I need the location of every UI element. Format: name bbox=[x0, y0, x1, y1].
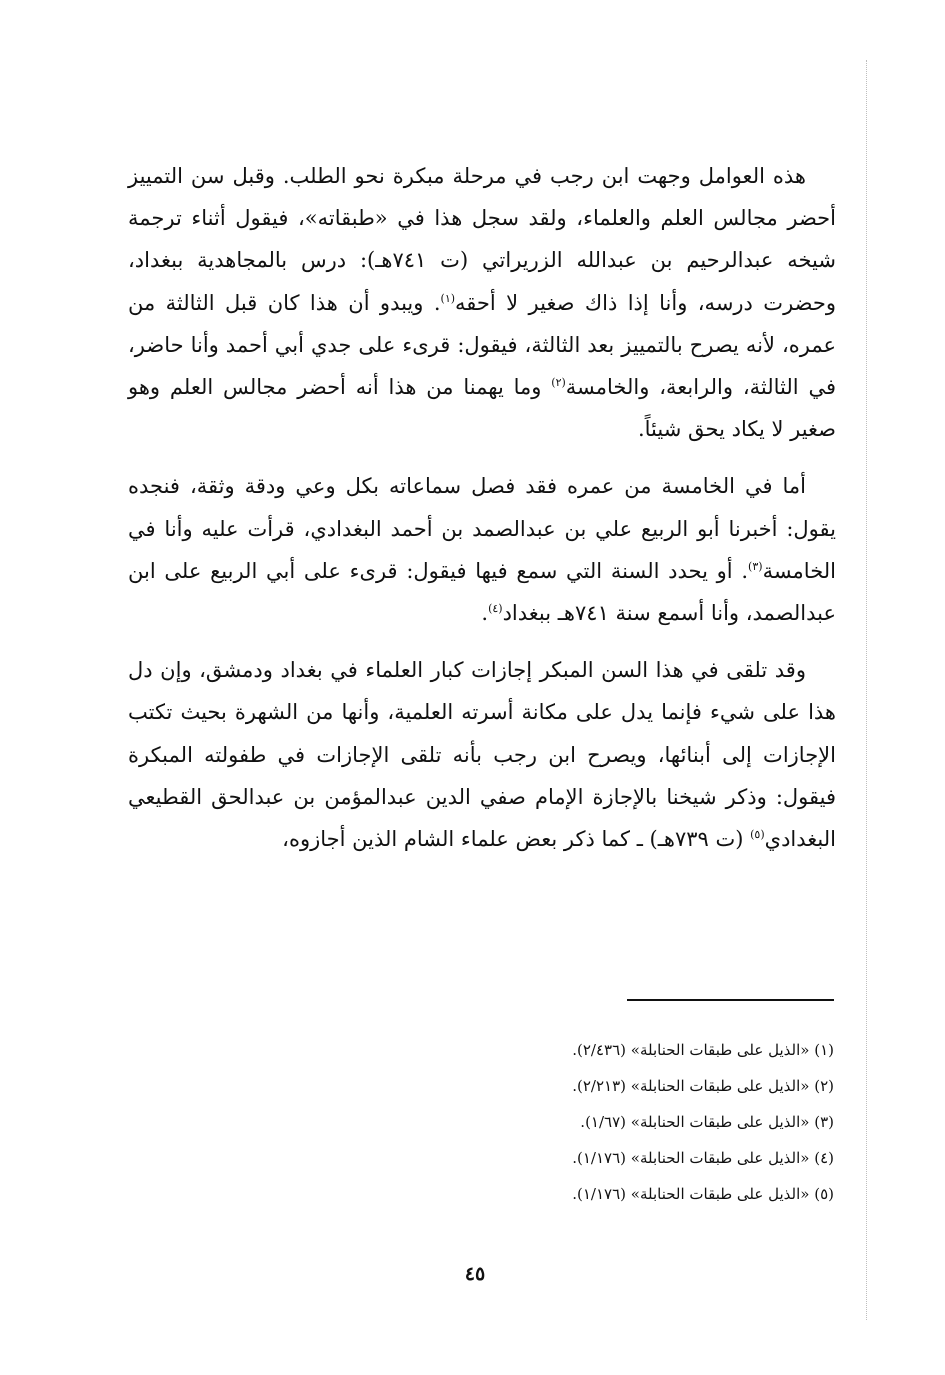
footnote-2: (٢) «الذيل على طبقات الحنابلة» (٢/٢١٣). bbox=[572, 1077, 834, 1095]
page-edge bbox=[866, 60, 867, 1320]
footnote-5: (٥) «الذيل على طبقات الحنابلة» (١/١٧٦). bbox=[572, 1185, 834, 1203]
paragraph-text: . ويبدو أن هذا كان قبل الثالثة من عمره، لأنه يصرح بالتمييز بعد الثالثة، فيقول: قرىء على جدي أبي أحمد وأنا حاضر، في الثالثة، والرابعة، والخامسة bbox=[128, 290, 837, 400]
paragraph-1 bbox=[128, 155, 836, 450]
main-text bbox=[128, 155, 836, 860]
footnote-ref-3[interactable]: (٣) bbox=[748, 559, 763, 573]
footnote-1: (١) «الذيل على طبقات الحنابلة» (٢/٤٣٦). bbox=[572, 1041, 834, 1059]
paragraph-2 bbox=[128, 465, 836, 634]
page-number: ٤٥ bbox=[464, 1263, 486, 1285]
paragraph-text: أما في الخامسة من عمره فقد فصل سماعاته بكل وعي ودقة وثقة، فنجده يقول: أخبرنا أبو الربيع علي بن عبدالصمد بن أحمد البغدادي، قرأت عليه وأنا في الخامسة bbox=[128, 474, 836, 583]
footnote-4: (٤) «الذيل على طبقات الحنابلة» (١/١٧٦). bbox=[572, 1149, 834, 1167]
footnote-ref-5[interactable]: (٥) bbox=[750, 828, 765, 842]
paragraph-text: (ت ٧٣٩هـ) ـ كما ذكر بعض علماء الشام الذين أجازوه، bbox=[282, 827, 751, 852]
paragraph-text: . bbox=[481, 601, 489, 626]
paragraph-text: . أو يحدد السنة التي سمع فيها فيقول: قرىء على أبي الربيع على ابن عبدالصمد، وأنا أسمع سنة ٧٤١هـ ببغداد bbox=[128, 558, 836, 626]
footnote-ref-1[interactable]: (١) bbox=[440, 291, 456, 305]
footnotes bbox=[400, 1032, 834, 1212]
paragraph-text: هذه العوامل وجهت ابن رجب في مرحلة مبكرة نحو الطلب. وقبل سن التمييز أحضر مجالس العلم والعلماء، ولقد سجل هذا في «طبقاته»، فيقول أثناء ترجمة شيخه عبدالرحيم بن عبدالله الزريراتي (ت ٧٤١هـ): درس بالمجاهدية ببغداد، وحضرت درسه، وأنا إذا ذاك صغير لا أحقه bbox=[128, 164, 837, 315]
footnote-ref-4[interactable]: (٤) bbox=[488, 602, 503, 616]
paragraph-text: وقد تلقى في هذا السن المبكر إجازات كبار العلماء في بغداد ودمشق، وإن دل هذا على شيء فإنما يدل على مكانة أسرته العلمية، وأنها من الشهرة بحيث تكتب الإجازات إلى أبنائها، ويصرح ابن رجب بأنه تلقى الإجازات في طفولته المبكرة فيقول: وذكر شيخنا بالإجازة الإمام صفي الدين عبدالمؤمن بن عبدالحق القطيعي البغدادي bbox=[128, 658, 836, 852]
footnote-ref-2[interactable]: (٢) bbox=[551, 376, 566, 390]
paragraph-3 bbox=[128, 649, 836, 860]
paragraph-text: وما يهمنا من هذا أنه أحضر مجالس العلم وهو صغير لا يكاد يحق شيئاً. bbox=[128, 375, 836, 442]
footnote-divider bbox=[627, 999, 834, 1001]
footnote-3: (٣) «الذيل على طبقات الحنابلة» (١/٦٧). bbox=[580, 1113, 834, 1131]
